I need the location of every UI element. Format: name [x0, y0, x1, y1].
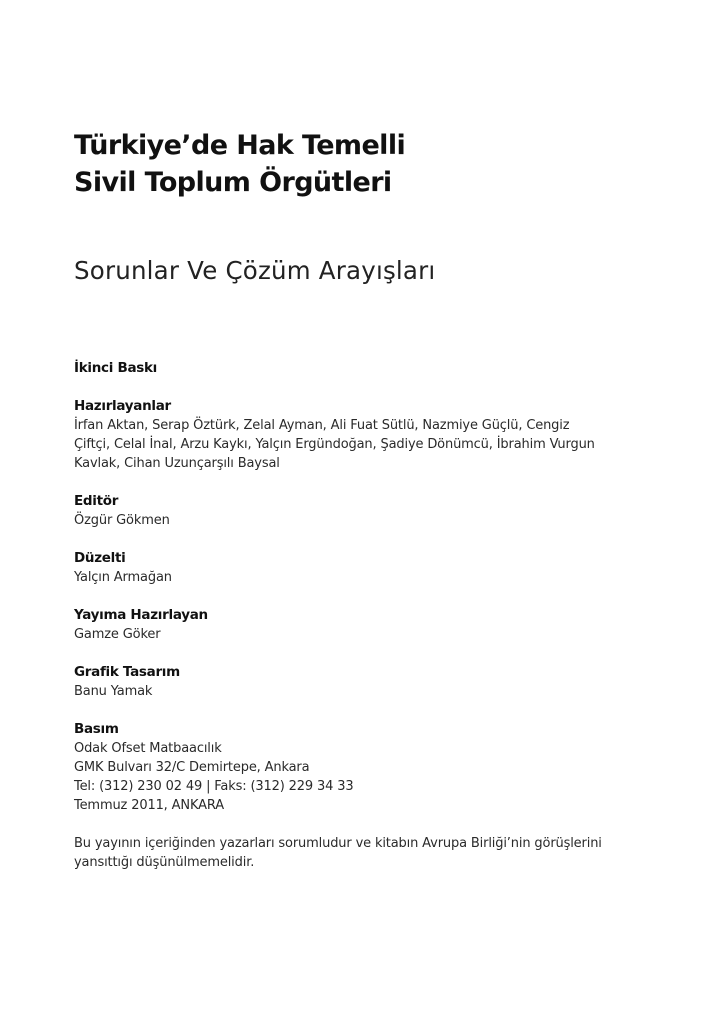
disclaimer-section — [74, 834, 654, 872]
book-title — [74, 127, 405, 201]
printer-name: Odak Ofset Matbaacılık — [74, 741, 222, 756]
prepared-by-heading: Hazırlayanlar — [74, 398, 171, 414]
printer-contact: Tel: (312) 230 02 49 | Faks: (312) 229 34 33 — [74, 779, 354, 794]
prepared-by-line: Çiftçi, Celal İnal, Arzu Kaykı, Yalçın Ergündoğan, Şadiye Dönümcü, İbrahim Vurgun — [74, 437, 595, 452]
disclaimer-line: Bu yayının içeriğinden yazarları sorumludur ve kitabın Avrupa Birliği’nin görüşlerini — [74, 836, 602, 851]
proofreading-heading: Düzelti — [74, 550, 126, 566]
printer-address: GMK Bulvarı 32/C Demirtepe, Ankara — [74, 760, 310, 775]
prepared-by-line: İrfan Aktan, Serap Öztürk, Zelal Ayman, Ali Fuat Sütlü, Nazmiye Güçlü, Cengiz — [74, 418, 570, 433]
printing-heading: Basım — [74, 721, 119, 737]
edition-label: İkinci Baskı — [74, 360, 158, 376]
proofreading-section — [74, 548, 654, 587]
printing-section — [74, 719, 654, 815]
prepared-by-line: Kavlak, Cihan Uzunçarşılı Baysal — [74, 456, 280, 471]
book-subtitle: Sorunlar Ve Çözüm Arayışları — [74, 256, 436, 285]
book-title-line-2: Sivil Toplum Örgütleri — [74, 167, 392, 198]
credits-block — [74, 358, 654, 872]
publishing-prep-heading: Yayıma Hazırlayan — [74, 607, 208, 623]
graphic-design-heading: Grafik Tasarım — [74, 664, 180, 680]
editor-name: Özgür Gökmen — [74, 513, 170, 528]
book-title-line-1: Türkiye’de Hak Temelli — [74, 130, 406, 161]
graphic-design-section — [74, 662, 654, 701]
editor-heading: Editör — [74, 493, 119, 509]
disclaimer-line: yansıttığı düşünülmemelidir. — [74, 855, 255, 870]
print-date: Temmuz 2011, ANKARA — [74, 798, 224, 813]
prepared-by-section — [74, 396, 654, 473]
publishing-prep-section — [74, 605, 654, 644]
publishing-prep-name: Gamze Göker — [74, 627, 161, 642]
proofreading-name: Yalçın Armağan — [74, 570, 172, 585]
edition-section — [74, 358, 654, 378]
graphic-design-name: Banu Yamak — [74, 684, 153, 699]
editor-section — [74, 491, 654, 530]
